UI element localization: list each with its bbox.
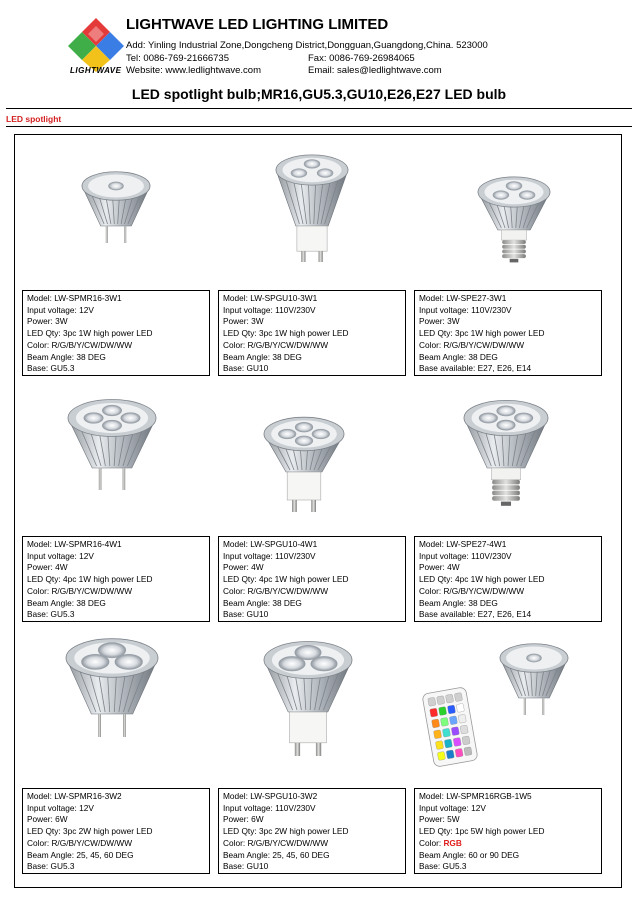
spec-color-label: Color:: [27, 837, 52, 848]
spec-led: LED Qty: 1pc 5W high power LED: [419, 826, 545, 837]
spec-base: Base: GU5.3: [27, 609, 75, 620]
spec-color-label: Color:: [223, 837, 248, 848]
spec-box: [414, 290, 602, 376]
spec-voltage: Input voltage: 110V/230V: [223, 550, 316, 561]
spec-color-label: Color:: [223, 339, 248, 350]
spec-base: Base available: E27, E26, E14: [419, 609, 532, 620]
company-tel: Tel: 0086-769-21666735: [126, 53, 230, 64]
spec-beam: Beam Angle: 25, 45, 60 DEG: [223, 849, 330, 860]
product-card: [414, 142, 602, 376]
spec-color-value: R/G/B/Y/CW/DW/WW: [51, 585, 133, 596]
spec-model: Model: LW-SPE27-3W1: [419, 293, 507, 303]
header: [0, 0, 638, 110]
spec-color: [419, 340, 601, 352]
company-name: LIGHTWAVE LED LIGHTING LIMITED: [126, 16, 389, 33]
spec-color: [223, 586, 405, 598]
spec-box: [22, 788, 210, 874]
spec-model: Model: LW-SPGU10-4W1: [223, 539, 318, 549]
spec-color-value: R/G/B/Y/CW/DW/WW: [247, 837, 329, 848]
spec-box: [414, 536, 602, 622]
spec-voltage: Input voltage: 110V/230V: [223, 802, 316, 813]
spec-color: [27, 586, 209, 598]
company-website[interactable]: Website: www.ledlightwave.com: [126, 65, 261, 76]
company-email[interactable]: Email: sales@ledlightwave.com: [308, 65, 442, 76]
mr16-rgb-bulb-with-remote-icon: [414, 628, 602, 768]
e27-4w-bulb-icon: [414, 384, 602, 524]
spec-led: LED Qty: 4pc 1W high power LED: [419, 574, 545, 585]
spec-voltage: Input voltage: 12V: [27, 550, 94, 561]
spec-color: [27, 838, 209, 850]
company-address: Add: Yinling Industrial Zone,Dongcheng District,Dongguan,Guangdong,China. 523000: [126, 40, 488, 51]
product-card: [218, 384, 406, 622]
spec-voltage: Input voltage: 110V/230V: [419, 550, 512, 561]
spec-led: LED Qty: 3pc 1W high power LED: [27, 328, 153, 339]
spec-color-value: R/G/B/Y/CW/DW/WW: [247, 339, 329, 350]
spec-beam: Beam Angle: 60 or 90 DEG: [419, 849, 520, 860]
spec-beam: Beam Angle: 38 DEG: [27, 597, 106, 608]
mr16-6w-bulb-icon: [22, 628, 210, 768]
spec-model: Model: LW-SPGU10-3W1: [223, 293, 318, 303]
spec-base: Base: GU5.3: [419, 861, 467, 872]
gu10-6w-bulb-icon: [218, 628, 406, 768]
spec-voltage: Input voltage: 110V/230V: [419, 304, 512, 315]
spec-base: Base: GU10: [223, 363, 269, 374]
company-fax: Fax: 0086-769-26984065: [308, 53, 415, 64]
spec-color-value: R/G/B/Y/CW/DW/WW: [51, 339, 133, 350]
mr16-3w-bulb-icon: [22, 142, 210, 282]
spec-color: [419, 838, 601, 850]
spec-power: Power: 4W: [223, 562, 264, 573]
spec-color-label: Color:: [27, 585, 52, 596]
spec-color-label: Color:: [419, 837, 444, 848]
spec-color-label: Color:: [223, 585, 248, 596]
spec-base: Base: GU10: [223, 861, 269, 872]
spec-power: Power: 3W: [419, 316, 460, 327]
spec-base: Base: GU10: [223, 609, 269, 620]
spec-power: Power: 6W: [27, 814, 68, 825]
spec-power: Power: 6W: [223, 814, 264, 825]
page-title: LED spotlight bulb;MR16,GU5.3,GU10,E26,E27 LED bulb: [131, 86, 507, 102]
spec-led: LED Qty: 4pc 1W high power LED: [27, 574, 153, 585]
spec-color: [223, 340, 405, 352]
product-card: [414, 384, 602, 622]
product-card: [22, 628, 210, 874]
spec-beam: Beam Angle: 38 DEG: [223, 597, 302, 608]
spec-led: LED Qty: 4pc 1W high power LED: [223, 574, 349, 585]
section-label: LED spotlight: [6, 114, 62, 124]
spec-power: Power: 3W: [223, 316, 264, 327]
spec-color-value: R/G/B/Y/CW/DW/WW: [443, 585, 525, 596]
spec-box: [218, 536, 406, 622]
spec-beam: Beam Angle: 38 DEG: [419, 597, 498, 608]
spec-power: Power: 4W: [27, 562, 68, 573]
product-card: [218, 142, 406, 376]
spec-model: Model: LW-SPE27-4W1: [419, 539, 507, 549]
spec-voltage: Input voltage: 12V: [27, 802, 94, 813]
spec-beam: Beam Angle: 38 DEG: [223, 351, 302, 362]
spec-box: [218, 290, 406, 376]
gu10-3w-bulb-icon: [218, 142, 406, 282]
product-card: [22, 384, 210, 622]
header-divider: [6, 108, 632, 109]
spec-color-value: R/G/B/Y/CW/DW/WW: [247, 585, 329, 596]
product-card: [22, 142, 210, 376]
spec-voltage: Input voltage: 110V/230V: [223, 304, 316, 315]
spec-voltage: Input voltage: 12V: [27, 304, 94, 315]
spec-beam: Beam Angle: 38 DEG: [419, 351, 498, 362]
mr16-4w-bulb-icon: [22, 384, 210, 524]
product-card: [414, 628, 602, 874]
spec-model: Model: LW-SPGU10-3W2: [223, 791, 318, 801]
spec-color: [419, 586, 601, 598]
spec-color: [27, 340, 209, 352]
spec-color: [223, 838, 405, 850]
spec-model: Model: LW-SPMR16-4W1: [27, 539, 122, 549]
spec-power: Power: 5W: [419, 814, 460, 825]
spec-led: LED Qty: 3pc 1W high power LED: [223, 328, 349, 339]
spec-color-value: R/G/B/Y/CW/DW/WW: [51, 837, 133, 848]
spec-box: [218, 788, 406, 874]
gu10-4w-bulb-icon: [218, 384, 406, 524]
spec-color-value: R/G/B/Y/CW/DW/WW: [443, 339, 525, 350]
spec-beam: Beam Angle: 25, 45, 60 DEG: [27, 849, 134, 860]
logo-text: LIGHTWAVE: [70, 66, 122, 75]
spec-power: Power: 4W: [419, 562, 460, 573]
section-divider: [6, 126, 632, 127]
spec-voltage: Input voltage: 12V: [419, 802, 486, 813]
spec-box: [22, 536, 210, 622]
product-card: [218, 628, 406, 874]
spec-beam: Beam Angle: 38 DEG: [27, 351, 106, 362]
spec-model: Model: LW-SPMR16RGB-1W5: [419, 791, 532, 801]
spec-power: Power: 3W: [27, 316, 68, 327]
spec-color-label: Color:: [27, 339, 52, 350]
spec-base: Base: GU5.3: [27, 363, 75, 374]
spec-model: Model: LW-SPMR16-3W2: [27, 791, 122, 801]
spec-color-label: Color:: [419, 339, 444, 350]
spec-led: LED Qty: 3pc 1W high power LED: [419, 328, 545, 339]
e27-3w-bulb-icon: [414, 142, 602, 282]
spec-base: Base available: E27, E26, E14: [419, 363, 532, 374]
spec-led: LED Qty: 3pc 2W high power LED: [27, 826, 153, 837]
spec-base: Base: GU5.3: [27, 861, 75, 872]
spec-model: Model: LW-SPMR16-3W1: [27, 293, 122, 303]
spec-color-value: RGB: [443, 837, 462, 848]
spec-box: [22, 290, 210, 376]
spec-box: [414, 788, 602, 874]
spec-led: LED Qty: 3pc 2W high power LED: [223, 826, 349, 837]
spec-color-label: Color:: [419, 585, 444, 596]
